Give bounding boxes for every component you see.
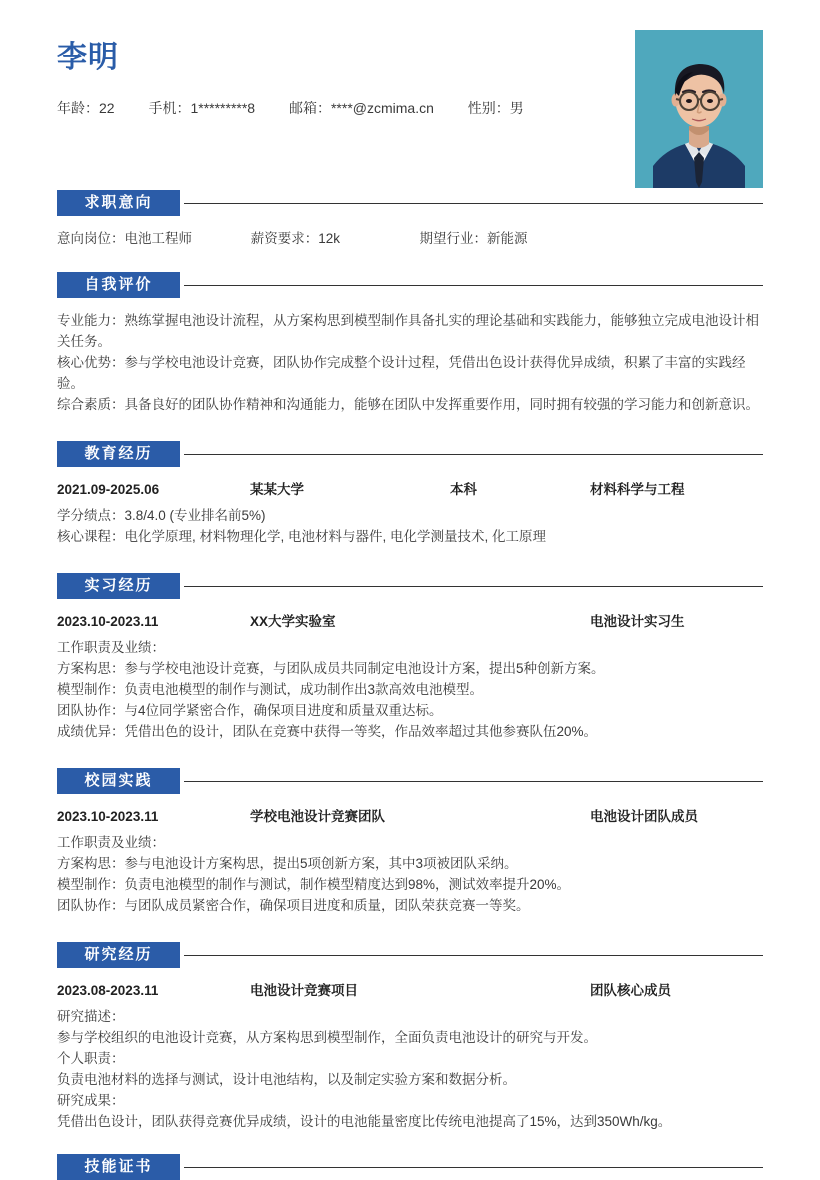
section-rule [184,285,763,286]
section-header-skills [57,1154,763,1180]
internship-date: 2023.10-2023.11 [57,614,159,629]
internship-row [57,611,763,633]
section-title-self-evaluation: 自我评价 [57,272,180,298]
internship-detail: 团队协作：与4位同学紧密合作，确保项目进度和质量双重达标。 [57,703,443,718]
internship-detail: 工作职责及业绩： [57,640,165,655]
campus-role: 电池设计团队成员 [590,809,698,824]
education-major: 材料科学与工程 [590,482,685,497]
contact-age: 年龄：22 [57,100,115,116]
job-intent-industry: 期望行业：新能源 [419,231,528,246]
section-rule [184,955,763,956]
section-rule [184,454,763,455]
internship-detail: 模型制作：负责电池模型的制作与测试，成功制作出3款高效电池模型。 [57,682,484,697]
contact-phone: 手机：1*********8 [148,100,256,116]
internship-detail: 成绩优异：凭借出色的设计，团队在竞赛中获得一等奖，作品效率超过其他参赛队伍20%。 [57,724,598,739]
section-job-intent [57,190,763,250]
research-detail: 个人职责： [57,1051,125,1066]
section-education [57,441,763,547]
section-rule [184,586,763,587]
job-intent-position: 意向岗位：电池工程师 [57,231,192,246]
section-title-internship: 实习经历 [57,573,180,599]
research-detail: 参与学校组织的电池设计竞赛，从方案构思到模型制作，全面负责电池设计的研究与开发。 [57,1030,597,1045]
research-role: 团队核心成员 [590,983,671,998]
section-research [57,942,763,1132]
research-detail: 研究成果： [57,1093,125,1108]
contact-gender: 性别：男 [467,100,524,116]
education-school: 某某大学 [250,482,304,497]
self-eval-paragraph: 专业能力：熟练掌握电池设计流程，从方案构思到模型制作具备扎实的理论基础和实践能力，能够独立完成电池设计相关任务。 [57,313,759,349]
page-title: 李明 [57,41,119,74]
campus-detail: 方案构思：参与电池设计方案构思，提出5项创新方案，其中3项被团队采纳。 [57,856,518,871]
education-courses: 核心课程：电化学原理, 材料物理化学, 电池材料与器件, 电化学测量技术, 化工原理 [57,529,547,544]
campus-org: 学校电池设计竞赛团队 [250,809,385,824]
research-detail: 负责电池材料的选择与测试，设计电池结构，以及制定实验方案和数据分析。 [57,1072,516,1087]
campus-date: 2023.10-2023.11 [57,809,159,824]
section-rule [184,781,763,782]
campus-detail: 团队协作：与团队成员紧密合作，确保项目进度和质量，团队荣获竞赛一等奖。 [57,898,530,913]
section-rule [184,203,763,204]
job-intent-salary: 薪资要求：12k [250,231,341,246]
section-header-campus-practice [57,768,763,794]
research-detail: 研究描述： [57,1009,125,1024]
profile-photo [635,30,763,188]
section-header-education [57,441,763,467]
section-header-research [57,942,763,968]
education-date: 2021.09-2025.06 [57,482,160,497]
internship-org: XX大学实验室 [250,614,336,629]
section-title-research: 研究经历 [57,942,180,968]
campus-row [57,806,763,828]
resume-header [57,0,763,190]
research-detail: 凭借出色设计，团队获得竞赛优异成绩，设计的电池能量密度比传统电池提高了15%，达到350Wh/kg。 [57,1114,672,1129]
research-date: 2023.08-2023.11 [57,983,159,998]
section-title-education: 教育经历 [57,441,180,467]
section-title-skills: 技能证书 [57,1154,180,1180]
internship-role: 电池设计实习生 [590,614,685,629]
education-degree: 本科 [450,482,477,497]
campus-detail: 模型制作：负责电池模型的制作与测试，制作模型精度达到98%，测试效率提升20%。 [57,877,571,892]
self-eval-paragraph: 综合素质：具备良好的团队协作精神和沟通能力，能够在团队中发挥重要作用，同时拥有较强的学习能力和创新意识。 [57,397,759,412]
section-campus-practice [57,768,763,916]
section-skills [57,1154,763,1180]
section-rule [184,1167,763,1168]
contact-email: 邮箱：****@zcmima.cn [288,100,434,116]
research-row [57,980,763,1002]
section-header-job-intent [57,190,763,216]
section-self-evaluation [57,272,763,415]
education-row [57,479,763,501]
education-gpa: 学分绩点：3.8/4.0 (专业排名前5%) [57,508,266,523]
section-header-internship [57,573,763,599]
section-internship [57,573,763,742]
campus-detail: 工作职责及业绩： [57,835,165,850]
section-header-self-evaluation [57,272,763,298]
section-title-job-intent: 求职意向 [57,190,180,216]
section-title-campus-practice: 校园实践 [57,768,180,794]
job-intent-fields [57,228,763,250]
internship-detail: 方案构思：参与学校电池设计竞赛，与团队成员共同制定电池设计方案，提出5种创新方案。 [57,661,605,676]
research-org: 电池设计竞赛项目 [250,983,358,998]
self-eval-paragraph: 核心优势：参与学校电池设计竞赛，团队协作完成整个设计过程，凭借出色设计获得优异成绩，积累了丰富的实践经验。 [57,355,746,391]
